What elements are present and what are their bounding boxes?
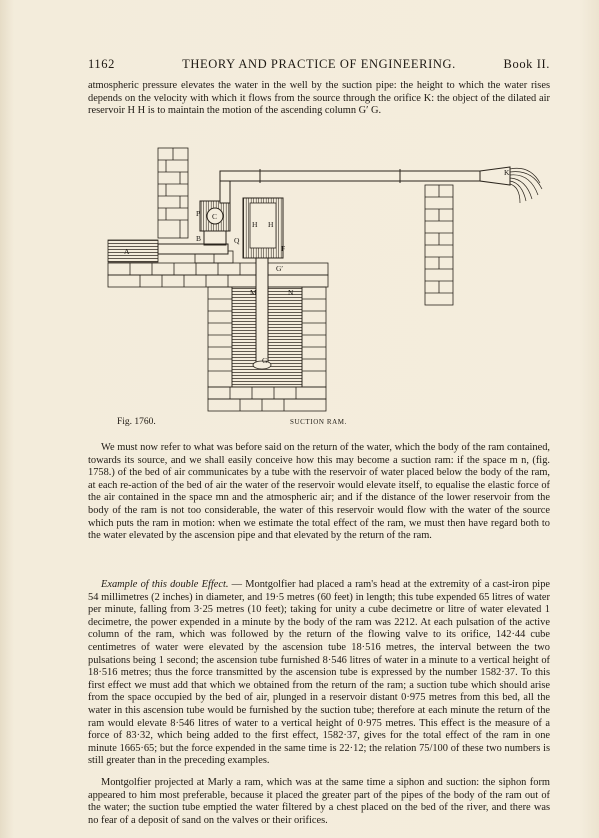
well-wall-left	[208, 287, 232, 387]
well-wall-right	[302, 287, 326, 387]
paragraph-double-effect	[88, 579, 550, 768]
paragraph-double-effect-body: — Montgolfier had placed a ram's head at the extremity of a cast-iron pipe 54 millimetres (2 inches) in diameter, and 19·5 metres (60 feet) in length; this tube expended 65 litres of water per minute, falling from 3·25 metres (10 feet); taking for unity a cube decimetre or litre of water elevated 1 decimetre, the power expended in a minute by the body of the ram was 2212. At each pulsation of the active column of the ram, which was followed by the return of the flowing valve to its orifice, 142·44 cube centimetres of water were elevated by the ascension tube 18·516 metres, the interval between the two pulsations being 1 second; the ascension tube furnished 8·546 litres of water in a minute to a vertical height of 18·516 metres; thus the force transmitted by the ascension tube is expressed by the number 1582·37. To this first effect we must add that which we obtained from the return of the ram; a suction tube which should arise from the space occupied by the bed of air, plunged in a reservoir distant 0·975 metres from this bed, all the water in this ascension tube would be furnished by the suction tube; therefore at each minute the return of the ram would elevate 8·546 litres of water to a vertical height of 0·975 metres. This effect is the measure of a force of 83·32, which being added to the first effect, 1582·37, gives for the total effect of the ram in one minute 1665·65; but the force expended in the same time is 22·12; the relation 75/100 of these two numbers is still greater than in the preceding examples.	[88, 579, 551, 767]
water-jet	[510, 168, 542, 203]
label-P: P	[196, 209, 201, 218]
well-floor	[208, 387, 326, 411]
paragraph-continuation: atmospheric pressure elevates the water in the well by the suction pipe: the height to which the water rises depends on the velocity with which it flows from the source through the orifice K: the object of the dilated air reservoir H H is to maintain the motion of the ascending column G′ G.	[88, 80, 550, 117]
paragraph-suction-ram: We must now refer to what was before said on the return of the water, which the body of the ram contained, towards its source, and we shall easily conceive how this may become a suction ram: if the space m n, (fig. 1758.) of the bed of air communicates by a tube with the reservoir of water placed below the body of the ram, at each re-action of the bed of air the water of the reservoir would elevate itself, to equalise the elastic force of the air contained in the space mn and the atmospheric air; and if the distance of the lower reservoir from the body of the ram is not too considerable, the water of this reservoir would flow with the water of the source which puts the ram in motion: when we estimate the total effect of the ram, we must then have regard both to the water elevated by the ascension pipe and that elevated by the return of the ram.	[88, 442, 550, 542]
right-masonry	[425, 185, 453, 305]
label-K: K	[504, 168, 510, 177]
source-water	[108, 240, 158, 262]
label-H2: H	[268, 220, 274, 229]
figure-caption: SUCTION RAM.	[290, 418, 347, 426]
label-M: M	[250, 288, 257, 297]
suction-tube	[256, 258, 268, 363]
suction-ram-engraving	[100, 143, 550, 423]
label-G: G	[262, 356, 268, 365]
label-F: F	[281, 244, 286, 253]
label-A: A	[124, 247, 130, 256]
figure-number: Fig. 1760.	[117, 417, 156, 427]
label-C: C	[212, 212, 218, 221]
book-label: Book II.	[503, 57, 550, 71]
suction-ram-figure	[100, 143, 550, 428]
running-title: THEORY AND PRACTICE OF ENGINEERING.	[182, 57, 456, 71]
ascension-pipe	[220, 171, 480, 181]
paragraph-marly: Montgolfier projected at Marly a ram, which was at the same time a siphon and suction: the siphon form appeared to him most preferable, because it placed the greater part of the pipes of the body of the ram out of the water; the suction tube emptied the water filtered by a chest placed on the bed of the river, and there was no fear of a deposit of sand on the valves or their orifices.	[88, 777, 550, 826]
label-H1: H	[252, 220, 258, 229]
label-Gp: G′	[276, 264, 284, 273]
left-masonry	[158, 148, 188, 238]
label-Q: Q	[234, 236, 240, 245]
page-number: 1162	[88, 57, 115, 71]
section-lead: Example of this double Effect.	[101, 579, 229, 590]
label-B: B	[196, 234, 202, 243]
label-N: N	[288, 288, 294, 297]
running-header	[88, 57, 550, 75]
